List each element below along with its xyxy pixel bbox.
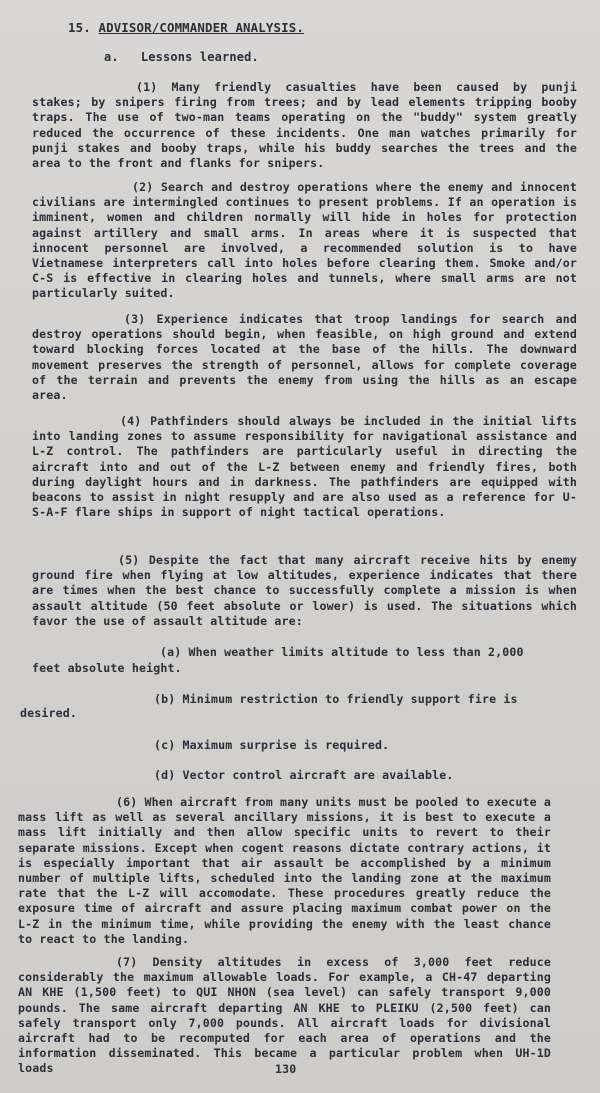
paragraph-7: (7) Density altitudes in excess of 3,000 feet reduce considerably the maximum allowable loads. For example, a CH-47 departing AN KHE (1,500 feet) to QUI NHON (sea level) can safely transport 9,000 pounds. The same aircraft departing AN KHE to PLEIKU (2,500 feet) can safely transport only 7,000 pounds. All aircraft loads for divisional aircraft had to be recomputed for each area of operations and the information disseminated. This became a particular problem when UH-1D loads — [18, 955, 551, 1076]
subitem-a: (a) When weather limits altitude to less than 2,000 — [160, 645, 524, 659]
subitem-b: (b) Minimum restriction to friendly support fire is — [154, 692, 518, 706]
paragraph-1: (1) Many friendly casualties have been caused by punji stakes; by snipers firing from trees; and by lead elements tripping booby traps. The use of two-man teams operating on the "buddy" system greatly reduced the occurrence of these incidents. One man watches primarily for punji stakes and booby traps, while his buddy searches the trees and the area to the front and flanks for snipers. — [32, 80, 577, 171]
paragraph-4: (4) Pathfinders should always be included in the initial lifts into landing zones to assume responsibility for navigational assistance and L-Z control. The pathfinders are particularly useful in directing the aircraft into and out of the L-Z between enemy and friendly fires, both during daylight hours and in darkness. The pathfinders are equipped with beacons to assist in night resupply and are also used as a reference for U-S-A-F flare ships in support of night tactical operations. — [32, 414, 577, 520]
subitem-c: (c) Maximum surprise is required. — [154, 738, 390, 752]
paragraph-2: (2) Search and destroy operations where the enemy and innocent civilians are intermingled continues to present problems. If an operation is imminent, women and children normally will hide in holes for protection against artillery and small arms. In areas where it is suspected that innocent personnel are involved, a recommended solution is to have Vietnamese interpreters call into holes before clearing them. Smoke and/or C-S is effective in clearing holes and tunnels, where small arms are not particularly suited. — [32, 180, 577, 301]
subitem-d: (d) Vector control aircraft are available. — [154, 768, 454, 782]
page-number: 130 — [275, 1062, 297, 1076]
paragraph-3: (3) Experience indicates that troop landings for search and destroy operations should begin, when feasible, on high ground and extend toward blocking forces located at the base of the hills. The downward movement preserves the strength of personnel, allows for complete coverage of the terrain and prevents the enemy from using the hills as an escape area. — [32, 312, 577, 403]
paragraph-6: (6) When aircraft from many units must be pooled to execute a mass lift as well as several ancillary missions, it is best to execute a mass lift initially and then allow specific units to revert to their separate missions. Except when cogent reasons dictate contrary actions, it is especially important that air assault be accomplished by a minimum number of multiple lifts, scheduled into the landing zone at the maximum rate that the L-Z will accomodate. These procedures greatly reduce the exposure time of aircraft and assure placing maximum combat power on the L-Z in the minimum time, while providing the enemy with the least chance to react to the landing. — [18, 795, 551, 946]
section-title: ADVISOR/COMMANDER ANALYSIS. — [98, 20, 304, 35]
subsection-heading — [104, 50, 259, 65]
subsection-title: Lessons learned. — [140, 50, 259, 64]
subsection-letter: a. — [104, 50, 119, 64]
subitem-a-continuation: feet absolute height. — [32, 661, 182, 675]
paragraph-5: (5) Despite the fact that many aircraft receive hits by enemy ground fire when flying at low altitudes, experience indicates that there are times when the best chance to successfully complete a mission is when assault altitude (50 feet absolute or lower) is used. The situations which favor the use of assault altitude are: — [32, 553, 577, 628]
section-number: 15. — [68, 20, 91, 35]
subitem-b-continuation: desired. — [20, 706, 78, 720]
section-heading — [68, 20, 304, 35]
